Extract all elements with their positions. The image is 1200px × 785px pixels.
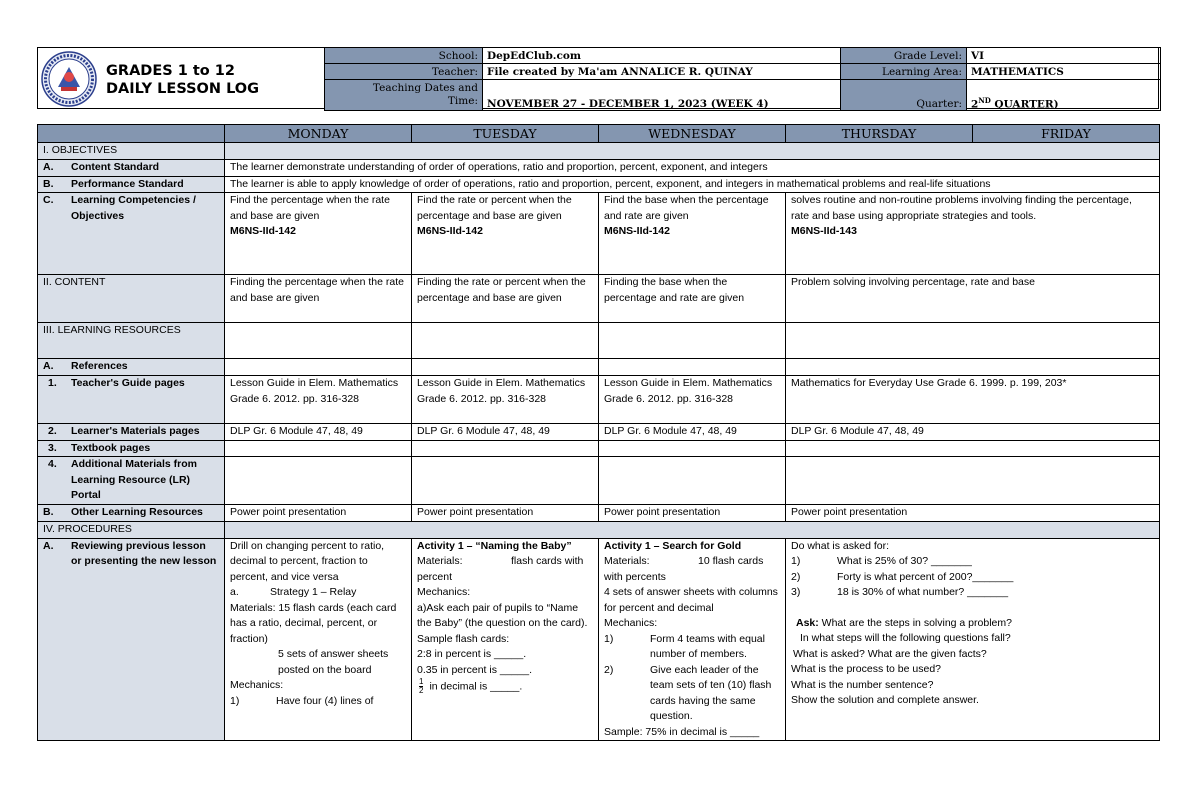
other-resources-monday: Power point presentation — [225, 505, 412, 522]
thu-question-2-num: 2) — [791, 570, 801, 583]
teaching-dates-label — [325, 80, 483, 111]
additional-materials-label — [38, 457, 225, 505]
resources-title: III. LEARNING RESOURCES — [38, 323, 225, 359]
wed-step-1-text: Form 4 teams with equal number of members. — [650, 632, 765, 660]
resources-mon-blank — [225, 323, 412, 359]
thu-question-1-num: 1) — [791, 555, 801, 567]
references-num: A. — [43, 360, 54, 372]
quarter-label: Quarter: — [841, 80, 967, 111]
wed-materials — [604, 554, 780, 585]
tue-sample-2: 0.35 in percent is _____. — [417, 663, 532, 676]
competency-tue-text: Find the rate or percent when the percentage and base are given — [417, 194, 572, 222]
wed-step-2-num: 2) — [604, 663, 614, 676]
textbook-wed-blank — [599, 440, 786, 457]
resources-thu-blank — [786, 323, 1160, 359]
textbook-tue-blank — [412, 440, 599, 457]
thu-question-1 — [791, 554, 1154, 570]
tue-materials-value: flash cards with percent — [417, 555, 584, 583]
learners-materials-num: 2. — [48, 425, 57, 437]
resources-tue-blank — [412, 323, 599, 359]
mon-strategy-text: Strategy 1 – Relay — [270, 586, 357, 598]
quarter-suffix: ND — [978, 95, 991, 105]
reviewing-tuesday — [412, 538, 599, 741]
learners-materials-wednesday: DLP Gr. 6 Module 47, 48, 49 — [599, 424, 786, 441]
title-line-1: GRADES 1 to 12 — [106, 63, 235, 79]
tue-mechanics: Mechanics: — [417, 586, 471, 598]
competencies-num: C. — [43, 194, 54, 206]
additional-materials-num: 4. — [48, 458, 57, 470]
teacher-value: File created by Ma'am ANNALICE R. QUINAY — [483, 64, 841, 80]
content-standard-label — [38, 160, 225, 177]
references-mon-blank — [225, 359, 412, 376]
procedures-row — [38, 521, 1160, 538]
objectives-blank — [225, 143, 1160, 160]
references-thu-blank — [786, 359, 1160, 376]
quarter-number: 2 — [971, 98, 979, 110]
competency-wed-text: Find the base when the percentage and rate are given — [604, 194, 769, 222]
day-monday: MONDAY — [225, 125, 412, 143]
deped-seal-icon — [41, 51, 97, 107]
learners-materials-label — [38, 424, 225, 441]
learning-area-label: Learning Area: — [841, 64, 967, 80]
competencies-monday — [225, 193, 412, 275]
content-row — [38, 275, 1160, 323]
tue-materials — [417, 554, 593, 585]
objectives-title: I. OBJECTIVES — [38, 143, 225, 160]
competency-tue-code: M6NS-IId-142 — [417, 225, 483, 237]
teachers-guide-thursday: Mathematics for Everyday Use Grade 6. 1999. p. 199, 203* — [786, 376, 1160, 424]
day-tuesday: TUESDAY — [412, 125, 599, 143]
wed-materials-label: Materials: — [604, 555, 650, 567]
thu-ask-label: Ask: — [796, 616, 819, 629]
reviewing-num: A. — [43, 539, 54, 552]
additional-materials-wed-blank — [599, 457, 786, 505]
competencies-text: Learning Competencies / Objectives — [71, 194, 196, 222]
objectives-row — [38, 143, 1160, 160]
mon-strategy — [230, 585, 406, 601]
reviewing-wednesday — [599, 538, 786, 741]
thu-ask-text: What are the steps in solving a problem? — [818, 616, 1012, 629]
teachers-guide-label — [38, 376, 225, 424]
competencies-thursday — [786, 193, 1160, 275]
thu-question-2 — [791, 570, 1154, 586]
performance-standard-value: The learner is able to apply knowledge of order of operations, ratio and proportion, percent, exponent, and integers in mathematical problems and real-life situations — [225, 176, 1160, 193]
content-wednesday: Finding the base when the percentage and rate are given — [599, 275, 786, 323]
content-standard-text: Content Standard — [71, 161, 160, 173]
quarter-rest: QUARTER) — [990, 98, 1059, 110]
thu-steps: In what steps will the following questions fall? — [800, 632, 1011, 644]
textbook-mon-blank — [225, 440, 412, 457]
textbook-num: 3. — [48, 441, 57, 454]
reviewing-text: Reviewing previous lesson or presenting the new lesson — [71, 539, 217, 567]
performance-standard-text: Performance Standard — [71, 177, 184, 190]
procedures-blank — [225, 521, 1160, 538]
tue-sample-label: Sample flash cards: — [417, 632, 510, 645]
mon-step-1 — [230, 694, 406, 710]
mon-mechanics: Mechanics: — [230, 679, 284, 691]
competency-thu-text: solves routine and non-routine problems involving finding the percentage, rate and base using appropriate strategies and tools. — [791, 194, 1132, 222]
learning-area-value: MATHEMATICS — [967, 64, 1161, 80]
teachers-guide-text: Teacher's Guide pages — [71, 377, 185, 389]
mon-step-1-text: Have four (4) lines of — [276, 694, 374, 707]
content-monday: Finding the percentage when the rate and base are given — [225, 275, 412, 323]
tue-sample-3 — [417, 678, 593, 695]
learners-materials-row — [38, 424, 1160, 441]
wed-step-1-num: 1) — [604, 632, 614, 645]
day-header-row — [38, 125, 1160, 143]
tue-materials-label: Materials: — [417, 555, 463, 567]
additional-materials-thu-blank — [786, 457, 1160, 505]
thu-question-1-text: What is 25% of 30? _______ — [837, 555, 972, 567]
learners-materials-text: Learner's Materials pages — [71, 425, 200, 437]
thu-spacer — [791, 601, 1154, 616]
teaching-dates-value: NOVEMBER 27 - DECEMBER 1, 2023 (WEEK 4) — [483, 80, 841, 111]
tue-sample-3-text: in decimal is _____. — [429, 680, 523, 693]
references-label — [38, 359, 225, 376]
textbook-row — [38, 440, 1160, 457]
header-info-table — [324, 47, 1161, 111]
thu-process: What is the process to be used? — [791, 663, 941, 675]
reviewing-monday — [225, 538, 412, 741]
lesson-log-table — [37, 124, 1160, 741]
reviewing-label — [38, 538, 225, 741]
content-standard-num: A. — [43, 161, 54, 173]
reviewing-thursday — [786, 538, 1160, 741]
mon-step-1-num: 1) — [230, 694, 240, 707]
textbook-thu-blank — [786, 440, 1160, 457]
additional-materials-row — [38, 457, 1160, 505]
performance-standard-num: B. — [43, 177, 54, 190]
thu-question-3 — [791, 585, 1154, 601]
other-resources-wednesday: Power point presentation — [599, 505, 786, 522]
tue-instruction: a)Ask each pair of pupils to “Name the Baby” (the question on the card). — [417, 601, 588, 629]
header-block — [37, 47, 1159, 109]
competencies-row — [38, 193, 1160, 275]
mon-answer-sheets: 5 sets of answer sheets posted on the board — [278, 648, 389, 676]
school-label: School: — [325, 48, 483, 64]
grade-level-label: Grade Level: — [841, 48, 967, 64]
resources-wed-blank — [599, 323, 786, 359]
learners-materials-monday: DLP Gr. 6 Module 47, 48, 49 — [225, 424, 412, 441]
additional-materials-tue-blank — [412, 457, 599, 505]
other-resources-thursday: Power point presentation — [786, 505, 1160, 522]
teachers-guide-row — [38, 376, 1160, 424]
other-resources-num: B. — [43, 506, 54, 518]
wed-mechanics: Mechanics: — [604, 617, 658, 629]
textbook-text: Textbook pages — [71, 441, 151, 454]
tue-fraction-num: 1 — [419, 677, 424, 686]
content-title: II. CONTENT — [38, 275, 225, 323]
references-text: References — [71, 360, 128, 372]
thu-ask — [791, 616, 1154, 632]
textbook-label — [38, 440, 225, 457]
learners-materials-thursday: DLP Gr. 6 Module 47, 48, 49 — [786, 424, 1160, 441]
references-tue-blank — [412, 359, 599, 376]
competency-mon-code: M6NS-IId-142 — [230, 225, 296, 237]
thu-question-2-text: Forty is what percent of 200?_______ — [837, 570, 1014, 583]
wed-materials-value: 10 flash cards with percents — [604, 555, 764, 583]
competencies-label — [38, 193, 225, 275]
wed-step-1 — [604, 632, 780, 663]
wed-sample: Sample: 75% in decimal is _____ — [604, 725, 760, 738]
tue-activity-title: Activity 1 – “Naming the Baby” — [417, 539, 572, 552]
wed-activity-title: Activity 1 – Search for Gold — [604, 539, 742, 552]
school-value: DepEdClub.com — [483, 48, 841, 64]
thu-solution: Show the solution and complete answer. — [791, 694, 979, 706]
content-thursday: Problem solving involving percentage, rate and base — [786, 275, 1160, 323]
day-header-blank — [38, 125, 225, 143]
mon-strategy-letter: a. — [230, 586, 239, 598]
resources-row — [38, 323, 1160, 359]
wed-step-2-text: Give each leader of the team sets of ten (10) flash cards having the same question. — [650, 663, 772, 722]
procedures-title: IV. PROCEDURES — [38, 521, 225, 538]
teaching-dates-label-2: Time: — [447, 95, 478, 107]
title-line-2: DAILY LESSON LOG — [106, 81, 260, 97]
other-resources-text: Other Learning Resources — [71, 506, 203, 518]
competencies-tuesday — [412, 193, 599, 275]
teachers-guide-wednesday: Lesson Guide in Elem. Mathematics Grade 6. 2012. pp. 316-328 — [599, 376, 786, 424]
performance-standard-row — [38, 176, 1160, 193]
teaching-dates-label-1: Teaching Dates and — [372, 82, 478, 94]
thu-asked: What is asked? What are the given facts? — [793, 647, 987, 660]
tue-sample-1: 2:8 in percent is _____. — [417, 648, 527, 660]
references-wed-blank — [599, 359, 786, 376]
competency-mon-text: Find the percentage when the rate and base are given — [230, 194, 390, 222]
additional-materials-mon-blank — [225, 457, 412, 505]
document-title — [106, 62, 259, 98]
reviewing-row — [38, 538, 1160, 741]
references-row — [38, 359, 1160, 376]
other-resources-row — [38, 505, 1160, 522]
competency-wed-code: M6NS-IId-142 — [604, 225, 670, 237]
performance-standard-label — [38, 176, 225, 193]
teachers-guide-tuesday: Lesson Guide in Elem. Mathematics Grade 6. 2012. pp. 316-328 — [412, 376, 599, 424]
tue-fraction-den: 2 — [419, 686, 424, 695]
mon-materials: Materials: 15 flash cards (each card has a ratio, decimal, percent, or fraction) — [230, 601, 397, 645]
wed-answer-sheets: 4 sets of answer sheets with columns for percent and decimal — [604, 586, 778, 614]
thu-number-sentence: What is the number sentence? — [791, 678, 934, 691]
learners-materials-tuesday: DLP Gr. 6 Module 47, 48, 49 — [412, 424, 599, 441]
grade-level-value: VI — [967, 48, 1161, 64]
content-tuesday: Finding the rate or percent when the percentage and base are given — [412, 275, 599, 323]
content-standard-value: The learner demonstrate understanding of order of operations, ratio and proportion, percent, exponent, and integers — [225, 160, 1160, 177]
teacher-label: Teacher: — [325, 64, 483, 80]
competencies-wednesday — [599, 193, 786, 275]
quarter-value — [967, 80, 1161, 111]
additional-materials-text: Additional Materials from Learning Resource (LR) Portal — [71, 458, 198, 501]
mon-drill: Drill on changing percent to ratio, decimal to percent, fraction to percent, and vice versa — [230, 539, 385, 583]
other-resources-tuesday: Power point presentation — [412, 505, 599, 522]
day-friday: FRIDAY — [973, 125, 1160, 143]
tue-fraction — [419, 678, 423, 695]
thu-instruction: Do what is asked for: — [791, 539, 890, 552]
thu-question-3-num: 3) — [791, 586, 801, 598]
teachers-guide-monday: Lesson Guide in Elem. Mathematics Grade 6. 2012. pp. 316-328 — [225, 376, 412, 424]
teachers-guide-num: 1. — [48, 377, 57, 389]
day-thursday: THURSDAY — [786, 125, 973, 143]
content-standard-row — [38, 160, 1160, 177]
competency-thu-code: M6NS-IId-143 — [791, 225, 857, 237]
thu-question-3-text: 18 is 30% of what number? _______ — [837, 586, 1009, 598]
day-wednesday: WEDNESDAY — [599, 125, 786, 143]
other-resources-label — [38, 505, 225, 522]
wed-step-2 — [604, 663, 780, 725]
